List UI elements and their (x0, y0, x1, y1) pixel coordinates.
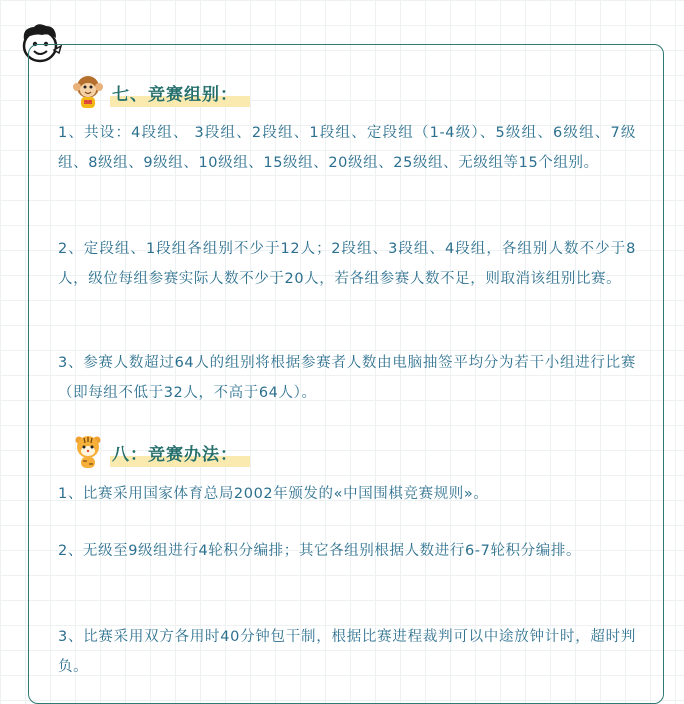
section8-item-3: 3、比赛采用双方各用时40分钟包干制，根据比赛进程裁判可以中途放钟计时，超时判负。 (58, 629, 636, 675)
monkey-icon (72, 74, 104, 110)
section7-title: 七、竞赛组别： (112, 85, 238, 105)
section8-item-1: 1、比赛采用国家体育总局2002年颁发的«中国围棋竞赛规则»。 (58, 486, 489, 502)
section7-item-1: 1、共设：4段组、 3段组、2段组、1段组、定段组（1-4级）、5级组、6级组、7级组、8级组、9级组、10级组、15级组、20级组、25级组、无级组等15个组别。 (58, 125, 636, 171)
section7-item-2: 2、定段组、1段组各组别不少于12人；2段组、3段组、4段组，各组别人数不少于8人，级位每组参赛实际人数不少于20人，若各组参赛人数不足，则取消该组别比赛。 (58, 241, 636, 287)
tiger-icon (72, 434, 104, 470)
section8-title: 八：竞赛办法： (112, 445, 238, 465)
section8-item-2: 2、无级至9级组进行4轮积分编排；其它各组别根据人数进行6-7轮积分编排。 (58, 543, 582, 559)
section7-item-3: 3、参赛人数超过64人的组别将根据参赛者人数由电脑抽签平均分为若干小组进行比赛（即每组不低于32人，不高于64人）。 (58, 355, 636, 401)
